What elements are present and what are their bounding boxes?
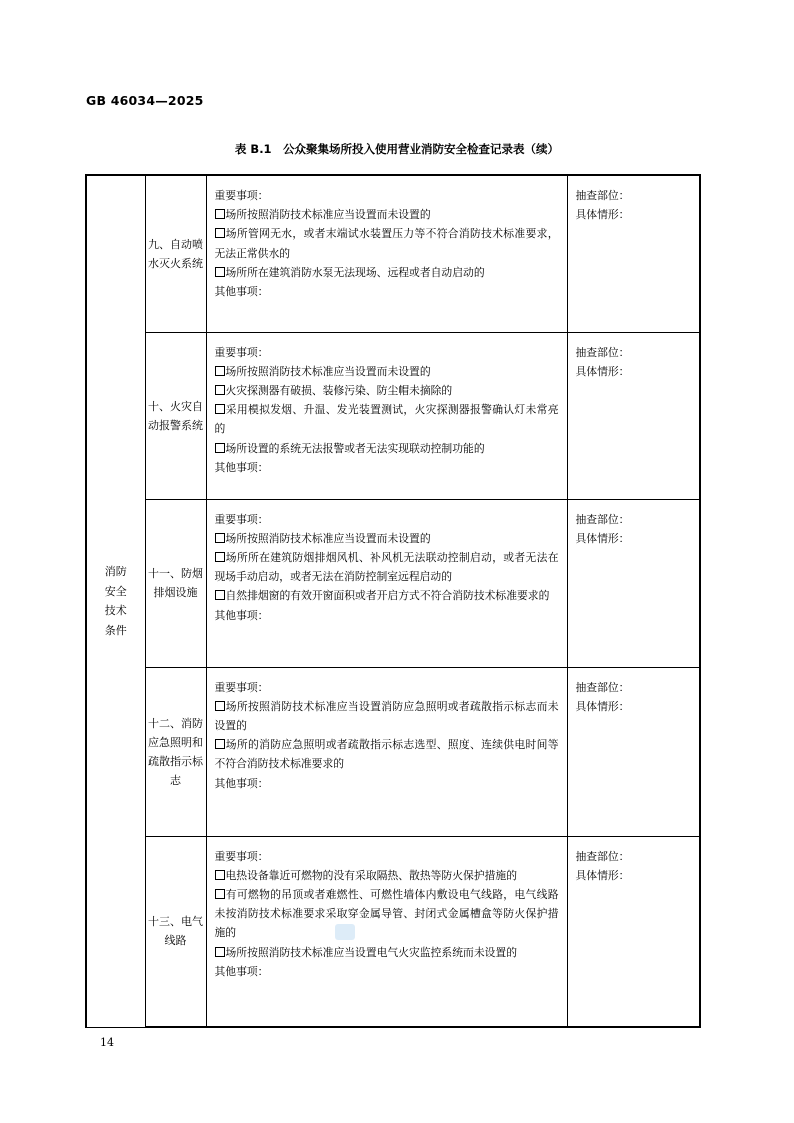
other-items-label: 其他事项： — [214, 776, 269, 790]
item-cell — [145, 499, 206, 667]
check-item: 电热设备靠近可燃物的没有采取隔热、散热等防火保护措施的 — [215, 866, 559, 885]
other-items-label: 其他事项： — [214, 608, 269, 622]
content-cell — [206, 499, 567, 667]
checkbox-icon[interactable] — [215, 228, 225, 238]
checkbox-icon[interactable] — [215, 870, 225, 880]
table-row — [86, 175, 700, 332]
checkbox-icon[interactable] — [215, 443, 225, 453]
item-label: 十一、防烟排烟设施 — [148, 567, 203, 599]
item-cell — [145, 667, 206, 836]
page-number: 14 — [100, 1036, 114, 1049]
check-item: 场所的消防应急照明或者疏散指示标志选型、照度、连续供电时间等不符合消防技术标准要求的 — [214, 738, 559, 771]
checkbox-icon[interactable] — [215, 366, 225, 376]
check-info-cell — [567, 667, 700, 836]
checkbox-icon[interactable] — [215, 889, 225, 899]
checkbox-icon[interactable] — [215, 209, 225, 219]
details-label: 具体情形： — [575, 208, 630, 222]
other-items-label: 其他事项： — [214, 460, 269, 474]
important-heading: 重要事项： — [214, 512, 269, 526]
content-cell — [206, 667, 567, 836]
checkbox-icon[interactable] — [215, 385, 225, 395]
other-items-label: 其他事项： — [214, 285, 269, 299]
checkbox-icon[interactable] — [215, 267, 225, 277]
check-item: 场所按照消防技术标准应当设置而未设置的 — [215, 529, 559, 548]
table-title: 表 B.1 公众聚集场所投入使用营业消防安全检查记录表（续） — [234, 142, 560, 156]
check-location-label: 抽查部位： — [575, 512, 630, 526]
check-location-label: 抽查部位： — [575, 680, 630, 694]
important-heading: 重要事项： — [214, 680, 269, 694]
check-item: 场所按照消防技术标准应当设置而未设置的 — [215, 362, 559, 381]
check-info-cell — [567, 499, 700, 667]
other-items-label: 其他事项： — [214, 964, 269, 978]
important-heading: 重要事项： — [214, 345, 269, 359]
item-label: 九、自动喷水灭火系统 — [148, 237, 203, 270]
item-cell — [145, 175, 206, 332]
table-row — [86, 332, 700, 499]
item-label: 十、火灾自动报警系统 — [148, 399, 203, 432]
table-row — [86, 499, 700, 667]
details-label: 具体情形： — [575, 364, 630, 378]
check-item: 自然排烟窗的有效开窗面积或者开启方式不符合消防技术标准要求的 — [215, 586, 559, 605]
category-label: 消防安全技术条件 — [104, 565, 127, 637]
check-location-label: 抽查部位： — [575, 849, 630, 863]
item-cell — [145, 332, 206, 499]
details-label: 具体情形： — [575, 868, 630, 882]
item-label: 十二、消防应急照明和疏散指示标志 — [148, 716, 203, 787]
check-item: 场所所在建筑消防水泵无法现场、远程或者自动启动的 — [215, 263, 559, 282]
check-item: 场所设置的系统无法报警或者无法实现联动控制功能的 — [215, 439, 559, 458]
checkbox-icon[interactable] — [215, 590, 225, 600]
checkbox-icon[interactable] — [215, 552, 225, 562]
check-item: 场所管网无水，或者末端试水装置压力等不符合消防技术标准要求，无法正常供水的 — [214, 227, 559, 260]
check-item: 采用模拟发烟、升温、发光装置测试，火灾探测器报警确认灯未常亮的 — [214, 403, 559, 436]
content-cell — [206, 175, 567, 332]
check-info-cell — [567, 332, 700, 499]
content-cell — [206, 836, 567, 1027]
details-label: 具体情形： — [575, 699, 630, 713]
table-row — [86, 667, 700, 836]
checkbox-icon[interactable] — [215, 739, 225, 749]
check-info-cell — [567, 175, 700, 332]
category-cell — [86, 175, 145, 1027]
checkbox-icon[interactable] — [215, 701, 225, 711]
check-location-label: 抽查部位： — [575, 189, 630, 202]
check-item: 场所按照消防技术标准应当设置而未设置的 — [215, 205, 559, 224]
important-heading: 重要事项： — [214, 189, 269, 202]
item-cell — [145, 836, 206, 1027]
check-item: 场所所在建筑防烟排烟风机、补风机无法联动控制启动，或者无法在现场手动启动，或者无法在消防控制室远程启动的 — [214, 550, 559, 584]
details-label: 具体情形： — [575, 531, 630, 545]
content-cell — [206, 332, 567, 499]
checkbox-icon[interactable] — [215, 947, 225, 957]
watermark-logo — [335, 924, 355, 940]
checkbox-icon[interactable] — [215, 404, 225, 414]
checkbox-icon[interactable] — [215, 533, 225, 543]
check-item: 有可燃物的吊顶或者难燃性、可燃性墙体内敷设电气线路，电气线路未按消防技术标准要求采取穿金属导管、封闭式金属槽盒等防火保护措施的 — [214, 887, 559, 940]
check-item: 火灾探测器有破损、装修污染、防尘帽未摘除的 — [215, 381, 559, 400]
check-item: 场所按照消防技术标准应当设置消防应急照明或者疏散指示标志而未设置的 — [214, 699, 559, 732]
inspection-record-table — [85, 174, 701, 1028]
table-row — [86, 836, 700, 1027]
check-info-cell — [567, 836, 700, 1027]
standard-number: GB 46034—2025 — [86, 93, 204, 108]
important-heading: 重要事项： — [214, 849, 269, 863]
check-item: 场所按照消防技术标准应当设置电气火灾监控系统而未设置的 — [215, 943, 559, 962]
item-label: 十三、电气线路 — [148, 915, 203, 948]
check-location-label: 抽查部位： — [575, 345, 630, 359]
